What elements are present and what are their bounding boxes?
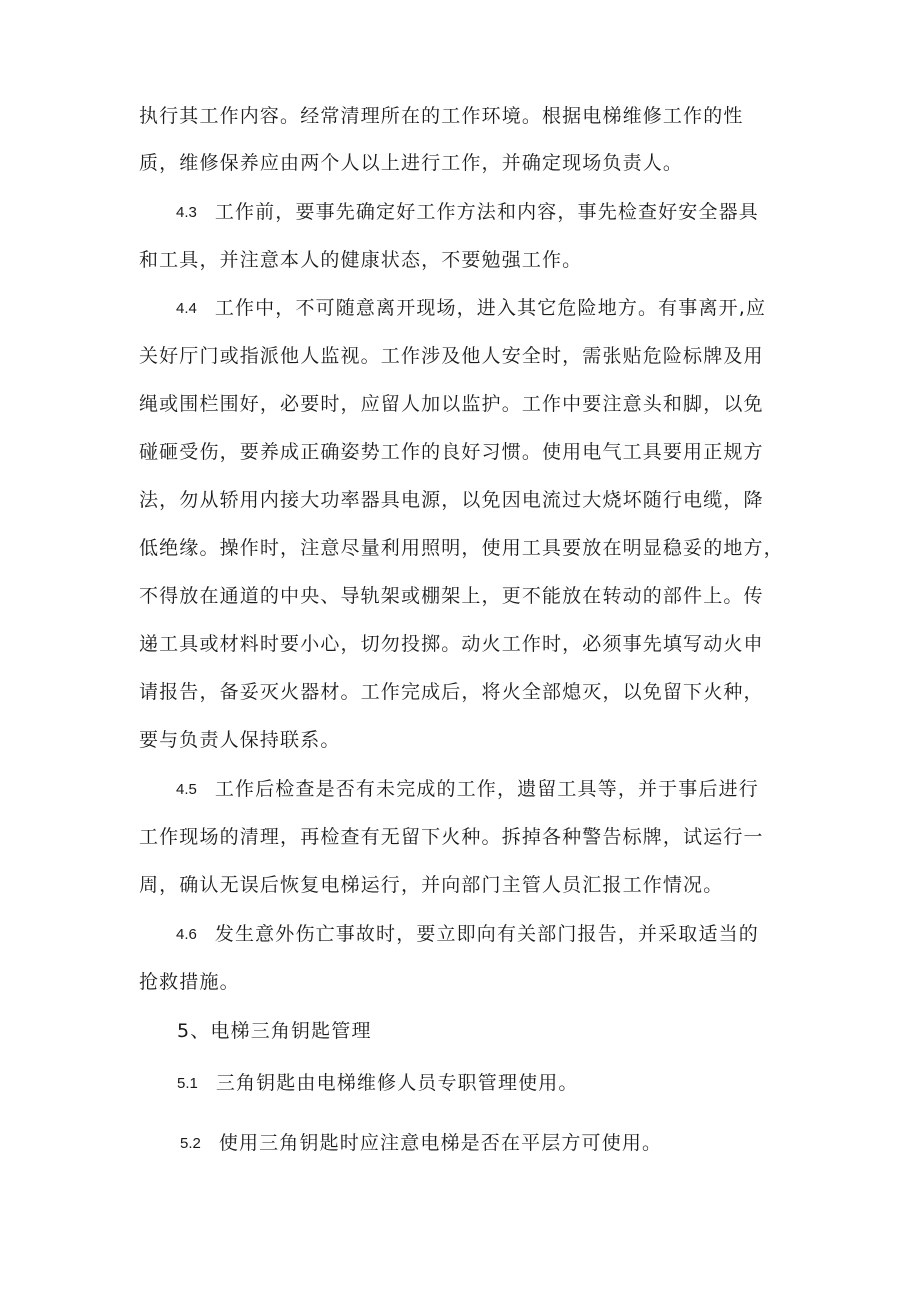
section-number: 4.4 xyxy=(176,300,197,317)
text-line: 质，维修保养应由两个人以上进行工作，并确定现场负责人。 xyxy=(139,152,684,174)
section-5-2-line xyxy=(180,1131,662,1156)
text-line: 抢救措施。 xyxy=(139,971,240,993)
text-line: 发生意外伤亡事故时，要立即向有关部门报告，并采取适当的 xyxy=(214,923,759,945)
text-line: 递工具或材料时要小心，切勿投掷。动火工作时，必须事先填写动火申 xyxy=(139,633,764,655)
text-line: 绳或围栏围好，必要时，应留人加以监护。工作中要注意头和脚，以免 xyxy=(139,393,764,415)
text-line: 低绝缘。操作时，注意尽量利用照明，使用工具要放在明显稳妥的地方， xyxy=(139,537,784,559)
section-number: 4.3 xyxy=(176,204,197,221)
section-number: 5.2 xyxy=(180,1135,201,1152)
section-4-6-first-line xyxy=(176,922,759,947)
section-5-1-line xyxy=(177,1071,579,1096)
text-line: 碰砸受伤，要养成正确姿势工作的良好习惯。使用电气工具要用正规方 xyxy=(139,441,764,463)
text-line: 使用三角钥匙时应注意电梯是否在平层方可使用。 xyxy=(218,1132,663,1154)
text-line: 和工具，并注意本人的健康状态，不要勉强工作。 xyxy=(139,249,583,271)
section-heading: 5、电梯三角钥匙管理 xyxy=(177,1020,372,1042)
text-line: 请报告，备妥灭火器材。工作完成后，将火全部熄灭，以免留下火种， xyxy=(139,681,764,703)
text-line: 法，勿从轿用内接大功率器具电源，以免因电流过大烧坏随行电缆，降 xyxy=(139,489,764,511)
section-number: 4.6 xyxy=(176,926,197,943)
text-line: 要与负责人保持联系。 xyxy=(139,729,341,751)
text-line: 周，确认无误后恢复电梯运行，并向部门主管人员汇报工作情况。 xyxy=(139,874,724,896)
section-number: 4.5 xyxy=(176,781,197,798)
text-line: 工作后检查是否有未完成的工作，遗留工具等，并于事后进行 xyxy=(214,778,759,800)
text-line: 关好厅门或指派他人监视。工作涉及他人安全时，需张贴危险标牌及用 xyxy=(139,345,764,367)
section-4-3-first-line xyxy=(176,200,759,225)
text-line: 工作现场的清理，再检查有无留下火种。拆掉各种警告标牌，试运行一 xyxy=(139,826,764,848)
section-4-4-first-line xyxy=(176,296,766,321)
section-number: 5.1 xyxy=(177,1075,198,1092)
text-line: 工作中，不可随意离开现场，进入其它危险地方。有事离开,应 xyxy=(214,297,767,319)
text-line: 执行其工作内容。经常清理所在的工作环境。根据电梯维修工作的性 xyxy=(139,105,744,127)
text-line: 三角钥匙由电梯维修人员专职管理使用。 xyxy=(215,1072,579,1094)
section-4-5-first-line xyxy=(176,777,759,802)
text-line: 工作前，要事先确定好工作方法和内容，事先检查好安全器具 xyxy=(214,201,759,223)
text-line: 不得放在通道的中央、导轨架或棚架上，更不能放在转动的部件上。传 xyxy=(139,585,764,607)
